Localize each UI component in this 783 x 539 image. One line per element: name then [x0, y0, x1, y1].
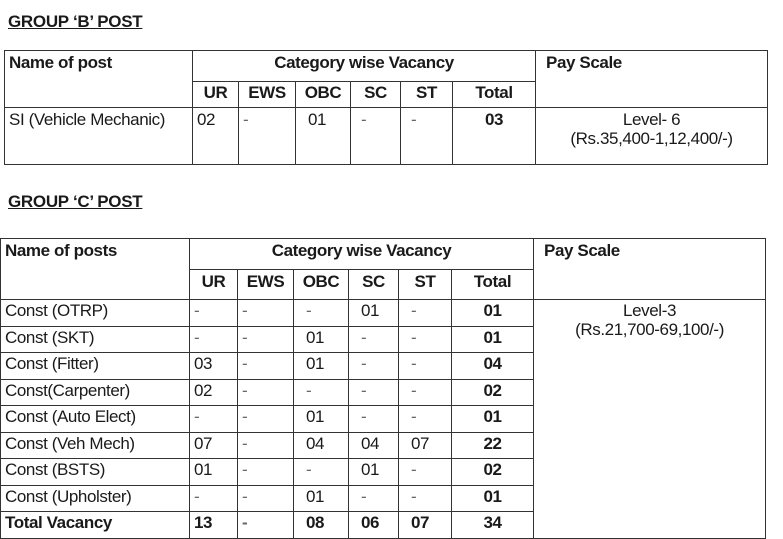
- group-c-table: [0, 238, 766, 539]
- header-obc: OBC: [296, 82, 351, 108]
- cell-ews: -: [238, 432, 294, 459]
- cell-obc: -: [294, 379, 349, 406]
- cell-sc: -: [351, 108, 401, 165]
- cell-st: -: [399, 379, 452, 406]
- pay-level: Level-3: [623, 301, 677, 320]
- cell-ews: -: [238, 379, 294, 406]
- cell-st: -: [399, 353, 452, 380]
- cell-ur: -: [190, 485, 238, 512]
- cell-sc: -: [349, 406, 399, 433]
- post-name: Const (BSTS): [1, 459, 190, 486]
- cell-ur: 13: [190, 512, 238, 539]
- cell-ur: 01: [190, 459, 238, 486]
- cell-total: 01: [452, 300, 534, 327]
- cell-total: 02: [452, 459, 534, 486]
- cell-obc: 01: [294, 485, 349, 512]
- cell-ews: -: [238, 353, 294, 380]
- header-name: Name of posts: [1, 239, 190, 300]
- header-sc: SC: [351, 82, 401, 108]
- cell-total: 22: [452, 432, 534, 459]
- pay-scale: [536, 108, 768, 165]
- cell-ur: 03: [190, 353, 238, 380]
- cell-ur: 02: [190, 379, 238, 406]
- header-sc: SC: [349, 270, 399, 300]
- cell-ews: -: [239, 108, 296, 165]
- cell-obc: -: [294, 300, 349, 327]
- cell-ews: -: [238, 512, 294, 539]
- cell-st: 07: [399, 512, 452, 539]
- pay-range: (Rs.35,400-1,12,400/-): [570, 129, 733, 148]
- cell-obc: -: [294, 459, 349, 486]
- cell-st: -: [401, 108, 453, 165]
- cell-total: 02: [452, 379, 534, 406]
- cell-total: 03: [453, 108, 536, 165]
- cell-st: -: [399, 300, 452, 327]
- post-name: Const (Upholster): [1, 485, 190, 512]
- cell-ews: -: [238, 326, 294, 353]
- cell-ews: -: [238, 406, 294, 433]
- cell-sc: -: [349, 326, 399, 353]
- cell-obc: 01: [296, 108, 351, 165]
- header-total: Total: [453, 82, 536, 108]
- cell-ews: -: [238, 300, 294, 327]
- header-pay: Pay Scale: [536, 51, 768, 108]
- header-category: Category wise Vacancy: [190, 239, 534, 270]
- post-name: Const (Auto Elect): [1, 406, 190, 433]
- cell-ur: 07: [190, 432, 238, 459]
- cell-ur: -: [190, 406, 238, 433]
- header-category: Category wise Vacancy: [193, 51, 536, 82]
- cell-st: 07: [399, 432, 452, 459]
- cell-total: 34: [452, 512, 534, 539]
- total-label: Total Vacancy: [1, 512, 190, 539]
- cell-st: -: [399, 406, 452, 433]
- post-name: Const (Veh Mech): [1, 432, 190, 459]
- cell-sc: 01: [349, 300, 399, 327]
- cell-sc: 04: [349, 432, 399, 459]
- cell-total: 04: [452, 353, 534, 380]
- table-row: [5, 108, 768, 165]
- header-total: Total: [452, 270, 534, 300]
- header-ews: EWS: [238, 270, 294, 300]
- cell-obc: 01: [294, 353, 349, 380]
- cell-sc: 06: [349, 512, 399, 539]
- cell-total: 01: [452, 485, 534, 512]
- post-name: Const(Carpenter): [1, 379, 190, 406]
- post-name: Const (SKT): [1, 326, 190, 353]
- header-name: Name of post: [5, 51, 193, 108]
- cell-st: -: [399, 485, 452, 512]
- group-b-table: [4, 50, 768, 165]
- cell-ews: -: [238, 485, 294, 512]
- cell-obc: 01: [294, 326, 349, 353]
- cell-total: 01: [452, 326, 534, 353]
- cell-sc: 01: [349, 459, 399, 486]
- cell-obc: 01: [294, 406, 349, 433]
- header-pay: Pay Scale: [534, 239, 766, 300]
- header-ur: UR: [193, 82, 239, 108]
- cell-sc: -: [349, 353, 399, 380]
- header-st: ST: [401, 82, 453, 108]
- post-name: SI (Vehicle Mechanic): [5, 108, 193, 165]
- post-name: Const (OTRP): [1, 300, 190, 327]
- header-ews: EWS: [239, 82, 296, 108]
- header-obc: OBC: [294, 270, 349, 300]
- cell-ur: -: [190, 300, 238, 327]
- cell-total: 01: [452, 406, 534, 433]
- pay-scale: [534, 300, 766, 539]
- cell-sc: -: [349, 379, 399, 406]
- cell-obc: 08: [294, 512, 349, 539]
- cell-st: -: [399, 459, 452, 486]
- cell-ur: 02: [193, 108, 239, 165]
- post-name: Const (Fitter): [1, 353, 190, 380]
- group-c-title: GROUP ‘C’ POST: [8, 192, 143, 211]
- header-st: ST: [399, 270, 452, 300]
- table-row: [1, 300, 766, 327]
- pay-level: Level- 6: [622, 110, 681, 129]
- header-ur: UR: [190, 270, 238, 300]
- group-b-title: GROUP ‘B’ POST: [8, 12, 143, 31]
- cell-ur: -: [190, 326, 238, 353]
- cell-ews: -: [238, 459, 294, 486]
- cell-sc: -: [349, 485, 399, 512]
- cell-obc: 04: [294, 432, 349, 459]
- pay-range: (Rs.21,700-69,100/-): [575, 320, 724, 339]
- cell-st: -: [399, 326, 452, 353]
